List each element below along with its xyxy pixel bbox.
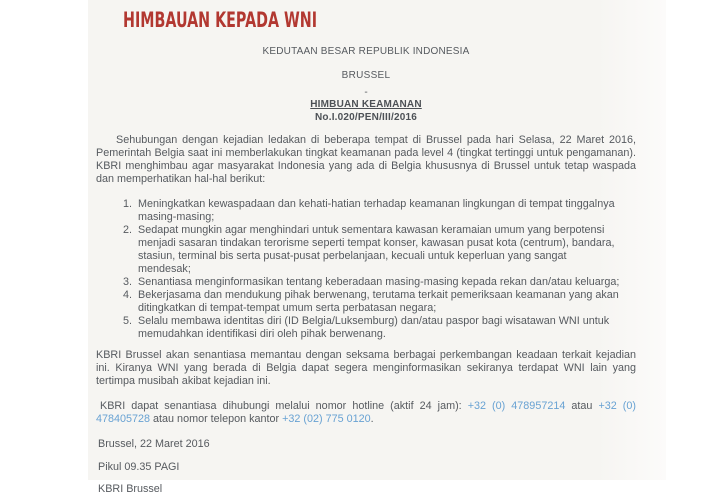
list-item-text: Senantiasa menginformasikan tentang keberadaan masing-masing kepada rekan dan/atau keluarga; bbox=[138, 276, 620, 288]
list-item-text: Selalu membawa identitas diri (ID Belgia/Luksemburg) dan/atau paspor bagi wisatawan WNI untuk memudahkan identifikasi diri oleh pihak berwenang. bbox=[138, 315, 610, 340]
hotline-text: atau bbox=[565, 400, 599, 412]
list-item-number: 3. bbox=[123, 276, 133, 288]
letter-ref-number: No.I.020/PEN/III/2016 bbox=[314, 112, 418, 123]
list-item-number: 4. bbox=[123, 289, 133, 301]
list-item-text: Bekerjasama dan mendukung pihak berwenang, terutama terkait pemeriksaan keamanan yang akan ditingkatkan di tempat-tempat umum serta perbatasan negara; bbox=[138, 289, 619, 314]
letterhead bbox=[96, 45, 636, 124]
letter-subject: HIMBUAN KEAMANAN bbox=[310, 99, 422, 110]
hotline-phone-1-link[interactable]: +32 (0) 478957214 bbox=[467, 400, 566, 412]
signature-line: KBRI Brussel bbox=[98, 483, 163, 495]
list-item bbox=[123, 198, 636, 224]
intro-paragraph: Sehubungan dengan kejadian ledakan di beberapa tempat di Brussel pada hari Selasa, 22 Maret 2016, Pemerintah Belgia saat ini memberlakukan tingkat keamanan pada level 4 (tingkat tertinggi untuk pengamanan). KBRI menghimbau agar masyarakat Indonesia yang ada di Belgia khususnya di Brussel untuk tetap waspada dan memperhatikan hal-hal berikut: bbox=[96, 134, 636, 185]
hotline-text: KBRI dapat senantiasa dihubungi melalui nomor hotline (aktif 24 jam): bbox=[100, 400, 468, 412]
advisory-list bbox=[96, 198, 636, 341]
time-line: Pikul 09.35 PAGI bbox=[98, 461, 180, 473]
list-item-number: 5. bbox=[123, 315, 133, 327]
place-date-line: Brussel, 22 Maret 2016 bbox=[98, 438, 210, 450]
document-page bbox=[88, 0, 666, 495]
letterhead-org: KEDUTAAN BESAR REPUBLIK INDONESIA bbox=[262, 46, 470, 57]
hotline-paragraph bbox=[96, 400, 636, 426]
list-item-text: Sedapat mungkin agar menghindari untuk sementara kawasan keramaian umum yang berpotensi menjadi sasaran tindakan terorisme seperti tempat konser, kawasan pusat kota (centrum), bandara, stasiun, terminal bis serta pusat-pusat perbelanjaan, kecuali untuk keperluan yang sangat mendesak; bbox=[138, 224, 615, 275]
list-item bbox=[123, 276, 636, 289]
list-item-number: 1. bbox=[123, 198, 133, 210]
office-phone-link[interactable]: +32 (02) 775 0120 bbox=[282, 413, 371, 425]
letterhead-city: BRUSSEL bbox=[341, 70, 391, 81]
hotline-phone-2-link[interactable]: +32 (0) 478405728 bbox=[96, 400, 637, 425]
list-item bbox=[123, 289, 636, 315]
hotline-text: . bbox=[370, 413, 374, 425]
monitoring-paragraph: KBRI Brussel akan senantiasa memantau dengan seksama berbagai perkembangan keadaan terkait kejadian ini. Kiranya WNI yang berada di Belgia dapat segera menginformasikan sekiranya terdapat WNI lain yang tertimpa musibah akibat kejadian ini. bbox=[96, 349, 636, 387]
list-item bbox=[123, 224, 636, 276]
letterhead-dash: - bbox=[364, 87, 368, 98]
document-body bbox=[96, 45, 636, 496]
list-item-text: Meningkatkan kewaspadaan dan kehati-hatian terhadap keamanan lingkungan di tempat tinggalnya masing-masing; bbox=[138, 198, 615, 223]
hotline-text: atau nomor telepon kantor bbox=[150, 413, 283, 425]
page-title: HIMBAUAN KEPADA WNI bbox=[123, 8, 318, 32]
list-item bbox=[123, 315, 636, 341]
list-item-number: 2. bbox=[123, 224, 133, 236]
